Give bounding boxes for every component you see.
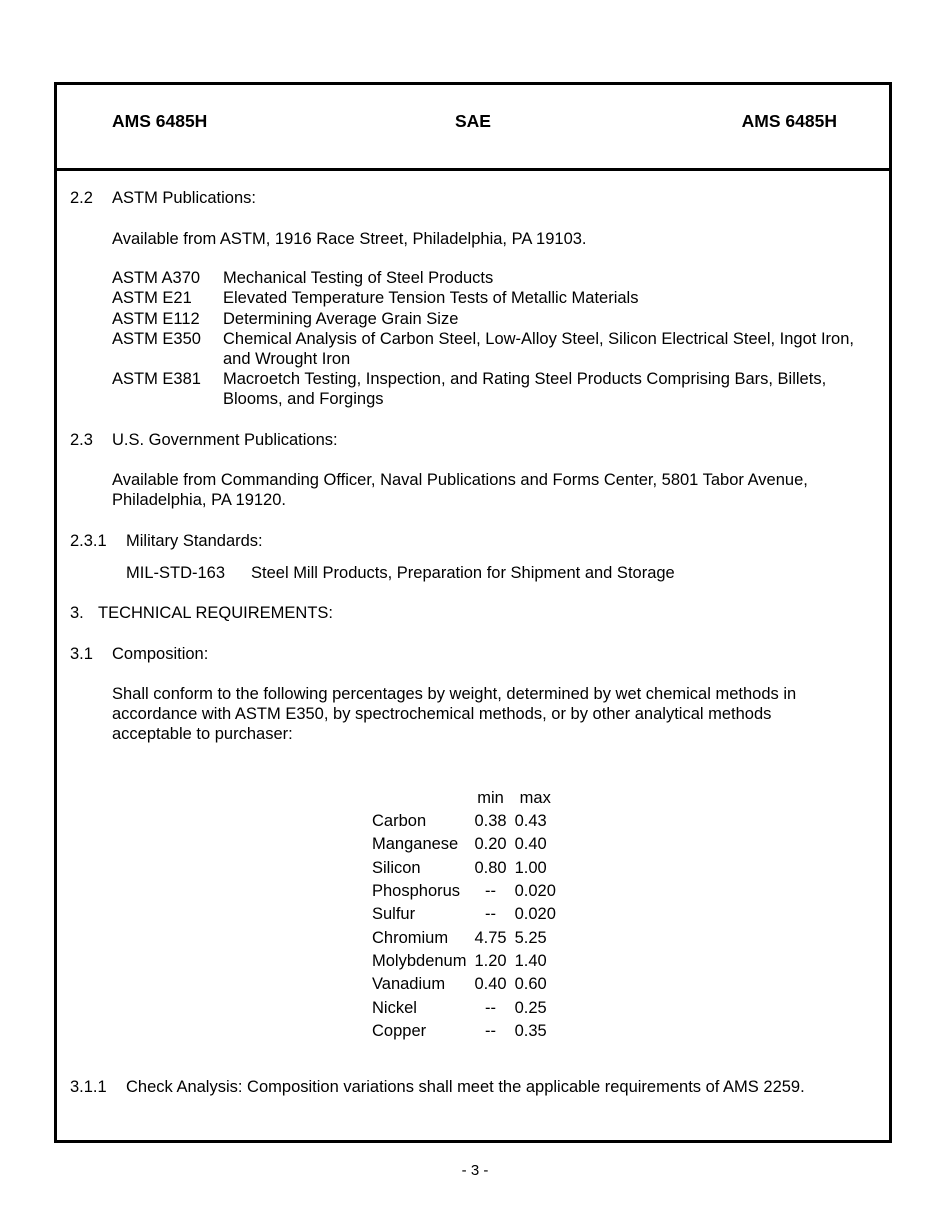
- check-analysis-text: Check Analysis: Composition variations shall meet the applicable requirements of AMS 2259.: [126, 1078, 805, 1096]
- table-row: [368, 880, 560, 903]
- astm-code: ASTM E112: [112, 310, 200, 328]
- astm-description: Chemical Analysis of Carbon Steel, Low-Alloy Steel, Silicon Electrical Steel, Ingot Iron, and Wrought Iron: [223, 330, 854, 368]
- astm-code: ASTM E350: [112, 330, 201, 348]
- min-value: 1.20: [474, 951, 507, 970]
- table-row: [368, 996, 560, 1019]
- element-name: Nickel: [372, 998, 417, 1017]
- document-header: [57, 85, 889, 171]
- min-value: 0.20: [474, 835, 507, 854]
- astm-code: ASTM E21: [112, 289, 192, 307]
- element-name: Sulfur: [372, 905, 416, 924]
- min-value: 0.80: [474, 858, 507, 877]
- section-2-3-1-title: Military Standards:: [126, 532, 263, 550]
- min-value: 4.75: [474, 928, 507, 947]
- section-2-3-title: U.S. Government Publications:: [112, 431, 338, 449]
- element-name: Phosphorus: [372, 882, 461, 901]
- page-number: - 3 -: [461, 1162, 489, 1179]
- min-value: --: [485, 998, 497, 1017]
- max-value: 5.25: [514, 928, 547, 947]
- max-value: 0.60: [514, 975, 547, 994]
- astm-code: ASTM E381: [112, 370, 201, 388]
- element-name: Manganese: [372, 835, 459, 854]
- column-header-min: min: [477, 788, 504, 807]
- max-value: 1.40: [514, 951, 547, 970]
- astm-availability: Available from ASTM, 1916 Race Street, Philadelphia, PA 19103.: [112, 230, 587, 248]
- section-3-number: 3.: [70, 604, 84, 622]
- table-row: [368, 903, 560, 926]
- mil-std-code: MIL-STD-163: [126, 564, 226, 582]
- astm-description: Macroetch Testing, Inspection, and Rating Steel Products Comprising Bars, Billets, Blooms, and Forgings: [223, 370, 827, 408]
- column-header-element: [368, 786, 470, 810]
- min-value: --: [485, 1021, 497, 1040]
- composition-table: [368, 786, 560, 1043]
- table-row: [368, 926, 560, 949]
- astm-code: ASTM A370: [112, 269, 201, 287]
- element-name: Molybdenum: [372, 951, 467, 970]
- header-spec-right: AMS 6485H: [741, 111, 837, 131]
- table-row: [368, 857, 560, 880]
- min-value: 0.40: [474, 975, 507, 994]
- composition-requirement-text: Shall conform to the following percentages by weight, determined by wet chemical methods in accordance with ASTM E350, by spectrochemical methods, or by other analytical methods acceptable to purchaser:: [112, 685, 797, 743]
- section-2-3-1-number: 2.3.1: [70, 532, 107, 550]
- astm-description: Mechanical Testing of Steel Products: [223, 269, 494, 287]
- max-value: 0.43: [514, 812, 547, 831]
- element-name: Silicon: [372, 858, 421, 877]
- min-value: --: [485, 882, 497, 901]
- section-3-title: TECHNICAL REQUIREMENTS:: [98, 604, 333, 622]
- table-header-row: [368, 786, 560, 810]
- element-name: Carbon: [372, 812, 427, 831]
- table-row: [368, 950, 560, 973]
- header-spec-left: AMS 6485H: [112, 111, 208, 131]
- section-3-1-number: 3.1: [70, 645, 93, 663]
- section-2-2-title: ASTM Publications:: [112, 189, 256, 207]
- element-name: Chromium: [372, 928, 449, 947]
- element-name: Vanadium: [372, 975, 446, 994]
- element-name: Copper: [372, 1021, 427, 1040]
- max-value: 0.35: [514, 1021, 547, 1040]
- max-value: 0.25: [514, 998, 547, 1017]
- mil-std-description: Steel Mill Products, Preparation for Shipment and Storage: [251, 564, 675, 582]
- min-value: 0.38: [474, 812, 507, 831]
- table-row: [368, 973, 560, 996]
- max-value: 0.40: [514, 835, 547, 854]
- max-value: 1.00: [514, 858, 547, 877]
- max-value: 0.020: [514, 905, 556, 924]
- column-header-max: max: [519, 788, 551, 807]
- section-2-3-number: 2.3: [70, 431, 93, 449]
- section-3-1-title: Composition:: [112, 645, 209, 663]
- table-row: [368, 1020, 560, 1043]
- government-availability: Available from Commanding Officer, Naval Publications and Forms Center, 5801 Tabor Avenue, Philadelphia, PA 19120.: [112, 471, 808, 509]
- table-row: [368, 833, 560, 856]
- astm-description: Elevated Temperature Tension Tests of Metallic Materials: [223, 289, 639, 307]
- header-org: SAE: [455, 111, 491, 131]
- table-row: [368, 810, 560, 833]
- max-value: 0.020: [514, 882, 556, 901]
- astm-description: Determining Average Grain Size: [223, 310, 459, 328]
- min-value: --: [485, 905, 497, 924]
- section-3-1-1-number: 3.1.1: [70, 1078, 107, 1096]
- section-2-2-number: 2.2: [70, 189, 93, 207]
